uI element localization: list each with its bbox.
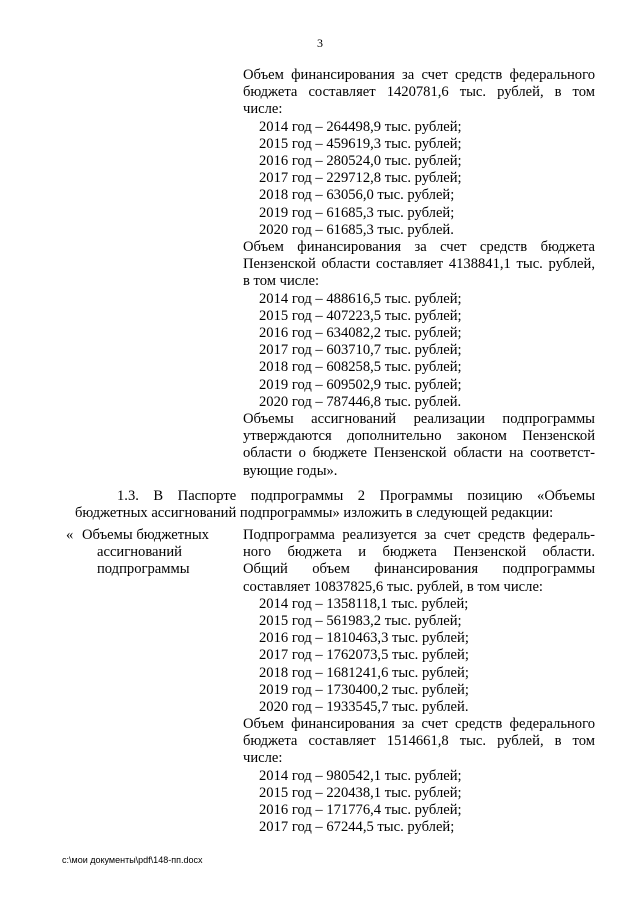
year-line: 2015 год – 459619,3 тыс. рублей; bbox=[259, 135, 462, 152]
text-line: области о бюджете Пензенской области на соответст- bbox=[243, 445, 595, 462]
year-line: 2017 год – 67244,5 тыс. рублей; bbox=[259, 819, 455, 836]
text-line: в том числе: bbox=[243, 273, 320, 290]
text-line: Общий объем финансирования подпрограммы bbox=[243, 561, 595, 578]
text-line: бюджета составляет 1514661,8 тыс. рублей, в том bbox=[243, 733, 595, 750]
year-line: 2019 год – 609502,9 тыс. рублей; bbox=[259, 376, 462, 393]
text-line: 1.3. В Паспорте подпрограммы 2 Программы позицию «Объемы bbox=[117, 488, 595, 504]
year-line: 2014 год – 980542,1 тыс. рублей; bbox=[259, 767, 462, 784]
year-line: 2020 год – 1933545,7 тыс. рублей. bbox=[259, 699, 469, 716]
year-line: 2015 год – 407223,5 тыс. рублей; bbox=[259, 307, 462, 324]
allocation-note bbox=[243, 411, 595, 480]
text-line: вующие годы». bbox=[243, 462, 338, 479]
year-line: 2016 год – 280524,0 тыс. рублей; bbox=[259, 153, 462, 170]
year-line: 2015 год – 561983,2 тыс. рублей; bbox=[259, 613, 462, 630]
federal-funding-block bbox=[243, 67, 595, 239]
position-label bbox=[66, 527, 236, 579]
text-line: ного бюджета и бюджета Пензенской области. bbox=[243, 544, 595, 561]
section-paragraph bbox=[75, 488, 595, 522]
text-line: Пензенской области составляет 4138841,1 тыс. рублей, bbox=[243, 256, 595, 273]
year-line: 2016 год – 634082,2 тыс. рублей; bbox=[259, 325, 462, 342]
text-line: Объем финансирования за счет средств федерального bbox=[243, 67, 595, 83]
text-line: числе: bbox=[243, 101, 283, 118]
subprogram-federal-block bbox=[243, 716, 595, 836]
text-line: Подпрограмма реализуется за счет средств федераль- bbox=[243, 527, 595, 543]
year-line: 2020 год – 787446,8 тыс. рублей. bbox=[259, 393, 462, 410]
year-line: 2017 год – 229712,8 тыс. рублей; bbox=[259, 170, 462, 187]
text-line: Объемы ассигнований реализации подпрограммы bbox=[243, 411, 595, 427]
file-path-footer: c:\мои документы\pdf\148-пп.docx bbox=[62, 855, 203, 865]
text-line: составляет 10837825,6 тыс. рублей, в том числе: bbox=[243, 578, 543, 595]
year-line: 2019 год – 61685,3 тыс. рублей; bbox=[259, 204, 455, 221]
text-line: утверждаются дополнительно законом Пензенской bbox=[243, 428, 595, 445]
opening-quote: « bbox=[66, 527, 74, 543]
year-line: 2014 год – 488616,5 тыс. рублей; bbox=[259, 290, 462, 307]
text-line: числе: bbox=[243, 750, 283, 767]
year-line: 2018 год – 63056,0 тыс. рублей; bbox=[259, 187, 455, 204]
year-line: 2020 год – 61685,3 тыс. рублей. bbox=[259, 221, 454, 238]
page-number: 3 bbox=[317, 36, 323, 50]
text-line: Объем финансирования за счет средств федерального bbox=[243, 716, 595, 732]
regional-funding-block bbox=[243, 239, 595, 411]
text-line: бюджета составляет 1420781,6 тыс. рублей, в том bbox=[243, 84, 595, 101]
year-line: 2014 год – 1358118,1 тыс. рублей; bbox=[259, 595, 469, 612]
text-line: Объем финансирования за счет средств бюджета bbox=[243, 239, 595, 255]
year-line: 2016 год – 1810463,3 тыс. рублей; bbox=[259, 630, 469, 647]
label-line: подпрограммы bbox=[97, 561, 190, 578]
label-line: ассигнований bbox=[97, 544, 182, 561]
subprogram-funding-block bbox=[243, 527, 595, 716]
year-line: 2015 год – 220438,1 тыс. рублей; bbox=[259, 784, 462, 801]
text-line: бюджетных ассигнований подпрограммы» изложить в следующей редакции: bbox=[75, 505, 554, 522]
year-line: 2016 год – 171776,4 тыс. рублей; bbox=[259, 802, 462, 819]
year-line: 2018 год – 608258,5 тыс. рублей; bbox=[259, 359, 462, 376]
year-line: 2019 год – 1730400,2 тыс. рублей; bbox=[259, 681, 469, 698]
label-line: Объемы бюджетных bbox=[82, 527, 209, 543]
year-line: 2018 год – 1681241,6 тыс. рублей; bbox=[259, 664, 469, 681]
year-line: 2017 год – 1762073,5 тыс. рублей; bbox=[259, 647, 469, 664]
year-line: 2014 год – 264498,9 тыс. рублей; bbox=[259, 118, 462, 135]
year-line: 2017 год – 603710,7 тыс. рублей; bbox=[259, 342, 462, 359]
